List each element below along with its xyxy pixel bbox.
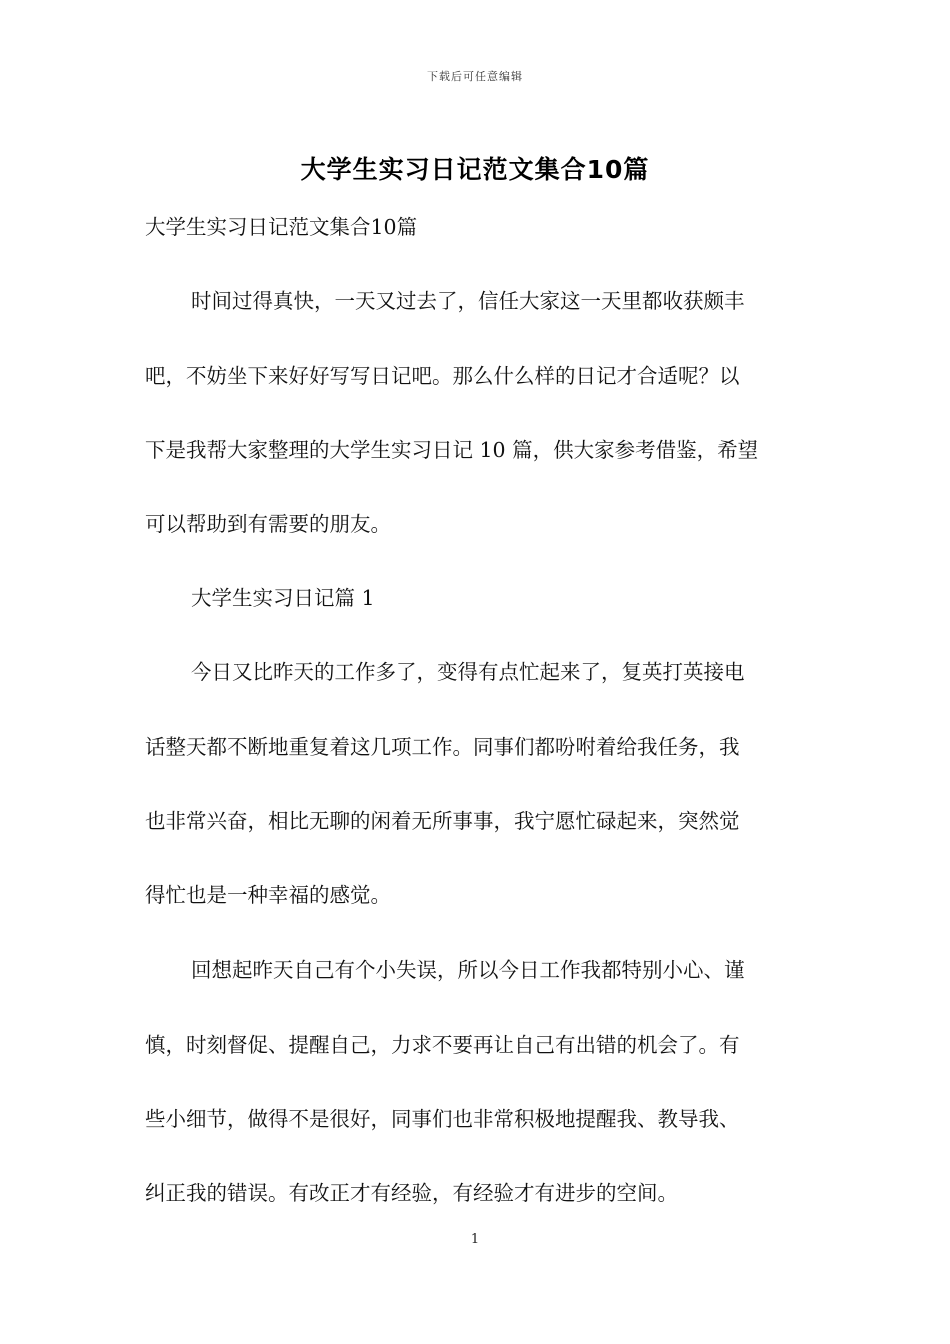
- page-number: 1: [470, 1232, 480, 1247]
- intro-line: 吧，不妨坐下来好好写写日记吧。那么什么样的日记才合适呢？以: [145, 364, 740, 388]
- paragraph-line: 回想起昨天自己有个小失误，所以今日工作我都特别小心、谨: [191, 958, 745, 982]
- header-note: 下载后可任意编辑: [427, 70, 523, 83]
- document-title: 大学生实习日记范文集合10篇: [300, 155, 650, 184]
- intro-line: 时间过得真快，一天又过去了，信任大家这一天里都收获颇丰: [191, 289, 745, 313]
- intro-line: 下是我帮大家整理的大学生实习日记 10 篇，供大家参考借鉴，希望: [145, 438, 759, 462]
- intro-line: 可以帮助到有需要的朋友。: [145, 512, 391, 536]
- paragraph-line: 慎，时刻督促、提醒自己，力求不要再让自己有出错的机会了。有: [145, 1033, 740, 1057]
- paragraph-line: 纠正我的错误。有改正才有经验，有经验才有进步的空间。: [145, 1181, 678, 1205]
- paragraph-line: 些小细节，做得不是很好，同事们也非常积极地提醒我、教导我、: [145, 1107, 740, 1131]
- paragraph-line: 也非常兴奋，相比无聊的闲着无所事事，我宁愿忙碌起来，突然觉: [145, 809, 740, 833]
- document-subtitle: 大学生实习日记范文集合10篇: [145, 215, 418, 239]
- paragraph-line: 今日又比昨天的工作多了，变得有点忙起来了，复英打英接电: [191, 660, 745, 684]
- paragraph-line: 得忙也是一种幸福的感觉。: [145, 883, 391, 907]
- paragraph-line: 话整天都不断地重复着这几项工作。同事们都吩咐着给我任务，我: [145, 735, 740, 759]
- section-heading: 大学生实习日记篇 1: [191, 586, 375, 610]
